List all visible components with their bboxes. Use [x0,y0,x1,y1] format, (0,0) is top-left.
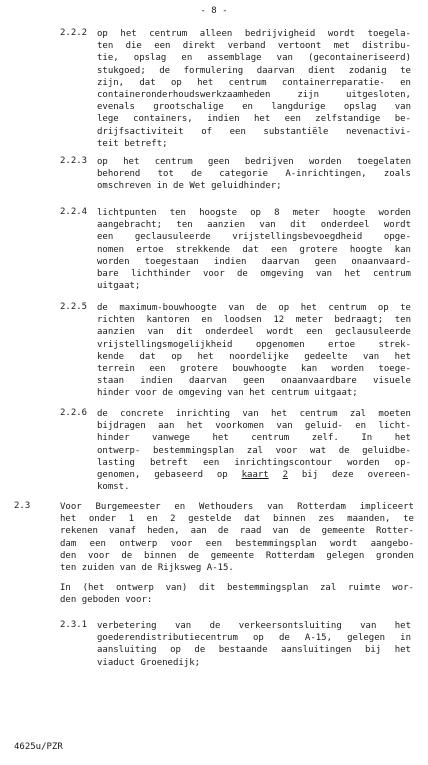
text-line: terrein een grotere bouwhoogte kan worden toege- [97,363,411,374]
text-line: stukgoed; de formulering daarvan dient zodanig te [97,65,411,76]
text-line: viaduct Groenedijk; [97,657,201,668]
text-line: het onder 1 en 2 gestelde dat binnen zes maanden, te [60,514,414,525]
paragraph-number: 2.2.5 [60,302,88,312]
text-line: op het centrum geen bedrijven worden toegelaten [97,157,411,167]
text-line: uitgaat; [97,281,141,292]
text-line: de maximum-bouwhoogte van de op het centrum op te [97,303,411,313]
text-line: bijdragen aan het voorkomen van geluid- en licht- [97,421,411,432]
paragraph-number: 2.3 [14,501,31,511]
text-line: In (het ontwerp van) dit bestemmingsplan zal ruimte wor- [60,583,414,593]
paragraph-number: 2.2.6 [60,408,88,418]
text-line: bare lichthinder voor de omgeving van het centrum [97,268,411,279]
paragraph-text [97,207,411,292]
text-line: ontwerp- bestemmingsplan zal voor wat de geluidbe- [97,445,411,456]
paragraph-p23 [14,501,414,574]
text-line: lichtpunten ten hoogste op 8 meter hoogte worden [97,208,411,218]
paragraph-p231 [60,620,411,669]
paragraph-number: 2.2.3 [60,156,88,166]
paragraph-text [97,302,411,400]
paragraph-p224 [60,207,411,292]
paragraph-p222 [60,28,411,150]
text-line: den geboden voor: [60,595,153,606]
paragraph-text [97,620,411,669]
paragraph-text [60,501,414,574]
text-line: de concrete inrichting van het centrum zal moeten [97,409,411,419]
paragraph-p23b [60,582,414,606]
paragraph-text [97,156,411,193]
text-line: drijfsactiviteit of een substantiële nevenactivi- [97,126,411,137]
paragraph-text [97,408,411,493]
text-line: rekenen vanaf heden, aan de raad van de gemeente Rotter- [60,526,414,537]
text-line: worden toegestaan indien daarvan geen onaanvaard- [97,256,411,267]
text-line: richten kantoren en loodsen 12 meter bedraagt; ten [97,315,411,326]
text-line: lasting betreft een inrichtingscontour worden op- [97,457,411,468]
text-line: op het centrum alleen bedrijvigheid wordt toegela- [97,29,411,39]
text-line: kende dat op het noordelijke gedeelte van het [97,351,411,362]
page-number: - 8 - [200,6,228,16]
paragraph-p226 [60,408,411,493]
paragraph-text [60,582,414,606]
paragraph-number: 2.2.2 [60,28,88,38]
text-line: omschreven in de Wet geluidhinder; [97,181,282,192]
paragraph-p225 [60,302,411,400]
paragraph-number: 2.2.4 [60,207,88,217]
text-line: een geclausuleerde vrijstellingsbevoegdheid opge- [97,232,411,243]
paragraph-p223 [60,156,411,193]
text-line: nomen ertoe strekkende dat een grotere hoogte kan [97,244,411,255]
text-line: zijn, dat op het centrum containerreparatie- en [97,77,411,88]
text-line: dam een ontwerp voor een bestemmingsplan wordt aangebo- [60,538,414,549]
text-line: genomen, gebaseerd op kaart 2 bij deze overeen- [97,469,411,480]
paragraph-number: 2.3.1 [60,620,88,630]
text-line: komst. [97,482,130,493]
text-line: tie, opslag en assemblage van (gecontaineriseerd) [97,53,411,64]
text-line: goederendistributiecentrum op de A-15, gelegen in [97,633,411,644]
text-line: aansluiting op de bestaande aansluitingen bij het [97,645,411,656]
text-line: den voor de binnen de gemeente Rotterdam gelegen gronden [60,550,414,561]
text-line: evenals grootschalige en langdurige opslag van [97,102,411,113]
text-line: ten zuiden van de Rijksweg A-15. [60,562,234,573]
text-line: ten die een direkt verband vertoont met distribu- [97,41,411,52]
text-line: staan indien daarvan geen onaanvaardbare visuele [97,376,411,387]
text-line: hinder voor de omgeving van het centrum uitgaat; [97,388,358,399]
text-line: vrijstellingsmogelijkheid opgenomen ertoe strek- [97,339,411,350]
text-line: hinder vanwege het centrum zelf. In het [97,433,411,444]
text-line: behorend tot de categorie A-inrichtingen, zoals [97,169,411,180]
text-line: verbetering van de verkeersontsluiting van het [97,621,411,631]
paragraph-text [97,28,411,150]
text-line: containeronderhoudswerkzaamheden zijn uitgesloten, [97,89,411,100]
text-line: teit betreft; [97,138,168,149]
footer-reference: 4625u/PZR [14,742,63,752]
text-line: Voor Burgemeester en Wethouders van Rotterdam impliceert [60,502,414,512]
text-line: aangebracht; ten aanzien van dit onderdeel wordt [97,220,411,231]
text-line: aanzien van dit onderdeel wordt een geclausuleerde [97,327,411,338]
text-line: lege containers, indien het een zelfstandige be- [97,114,411,125]
